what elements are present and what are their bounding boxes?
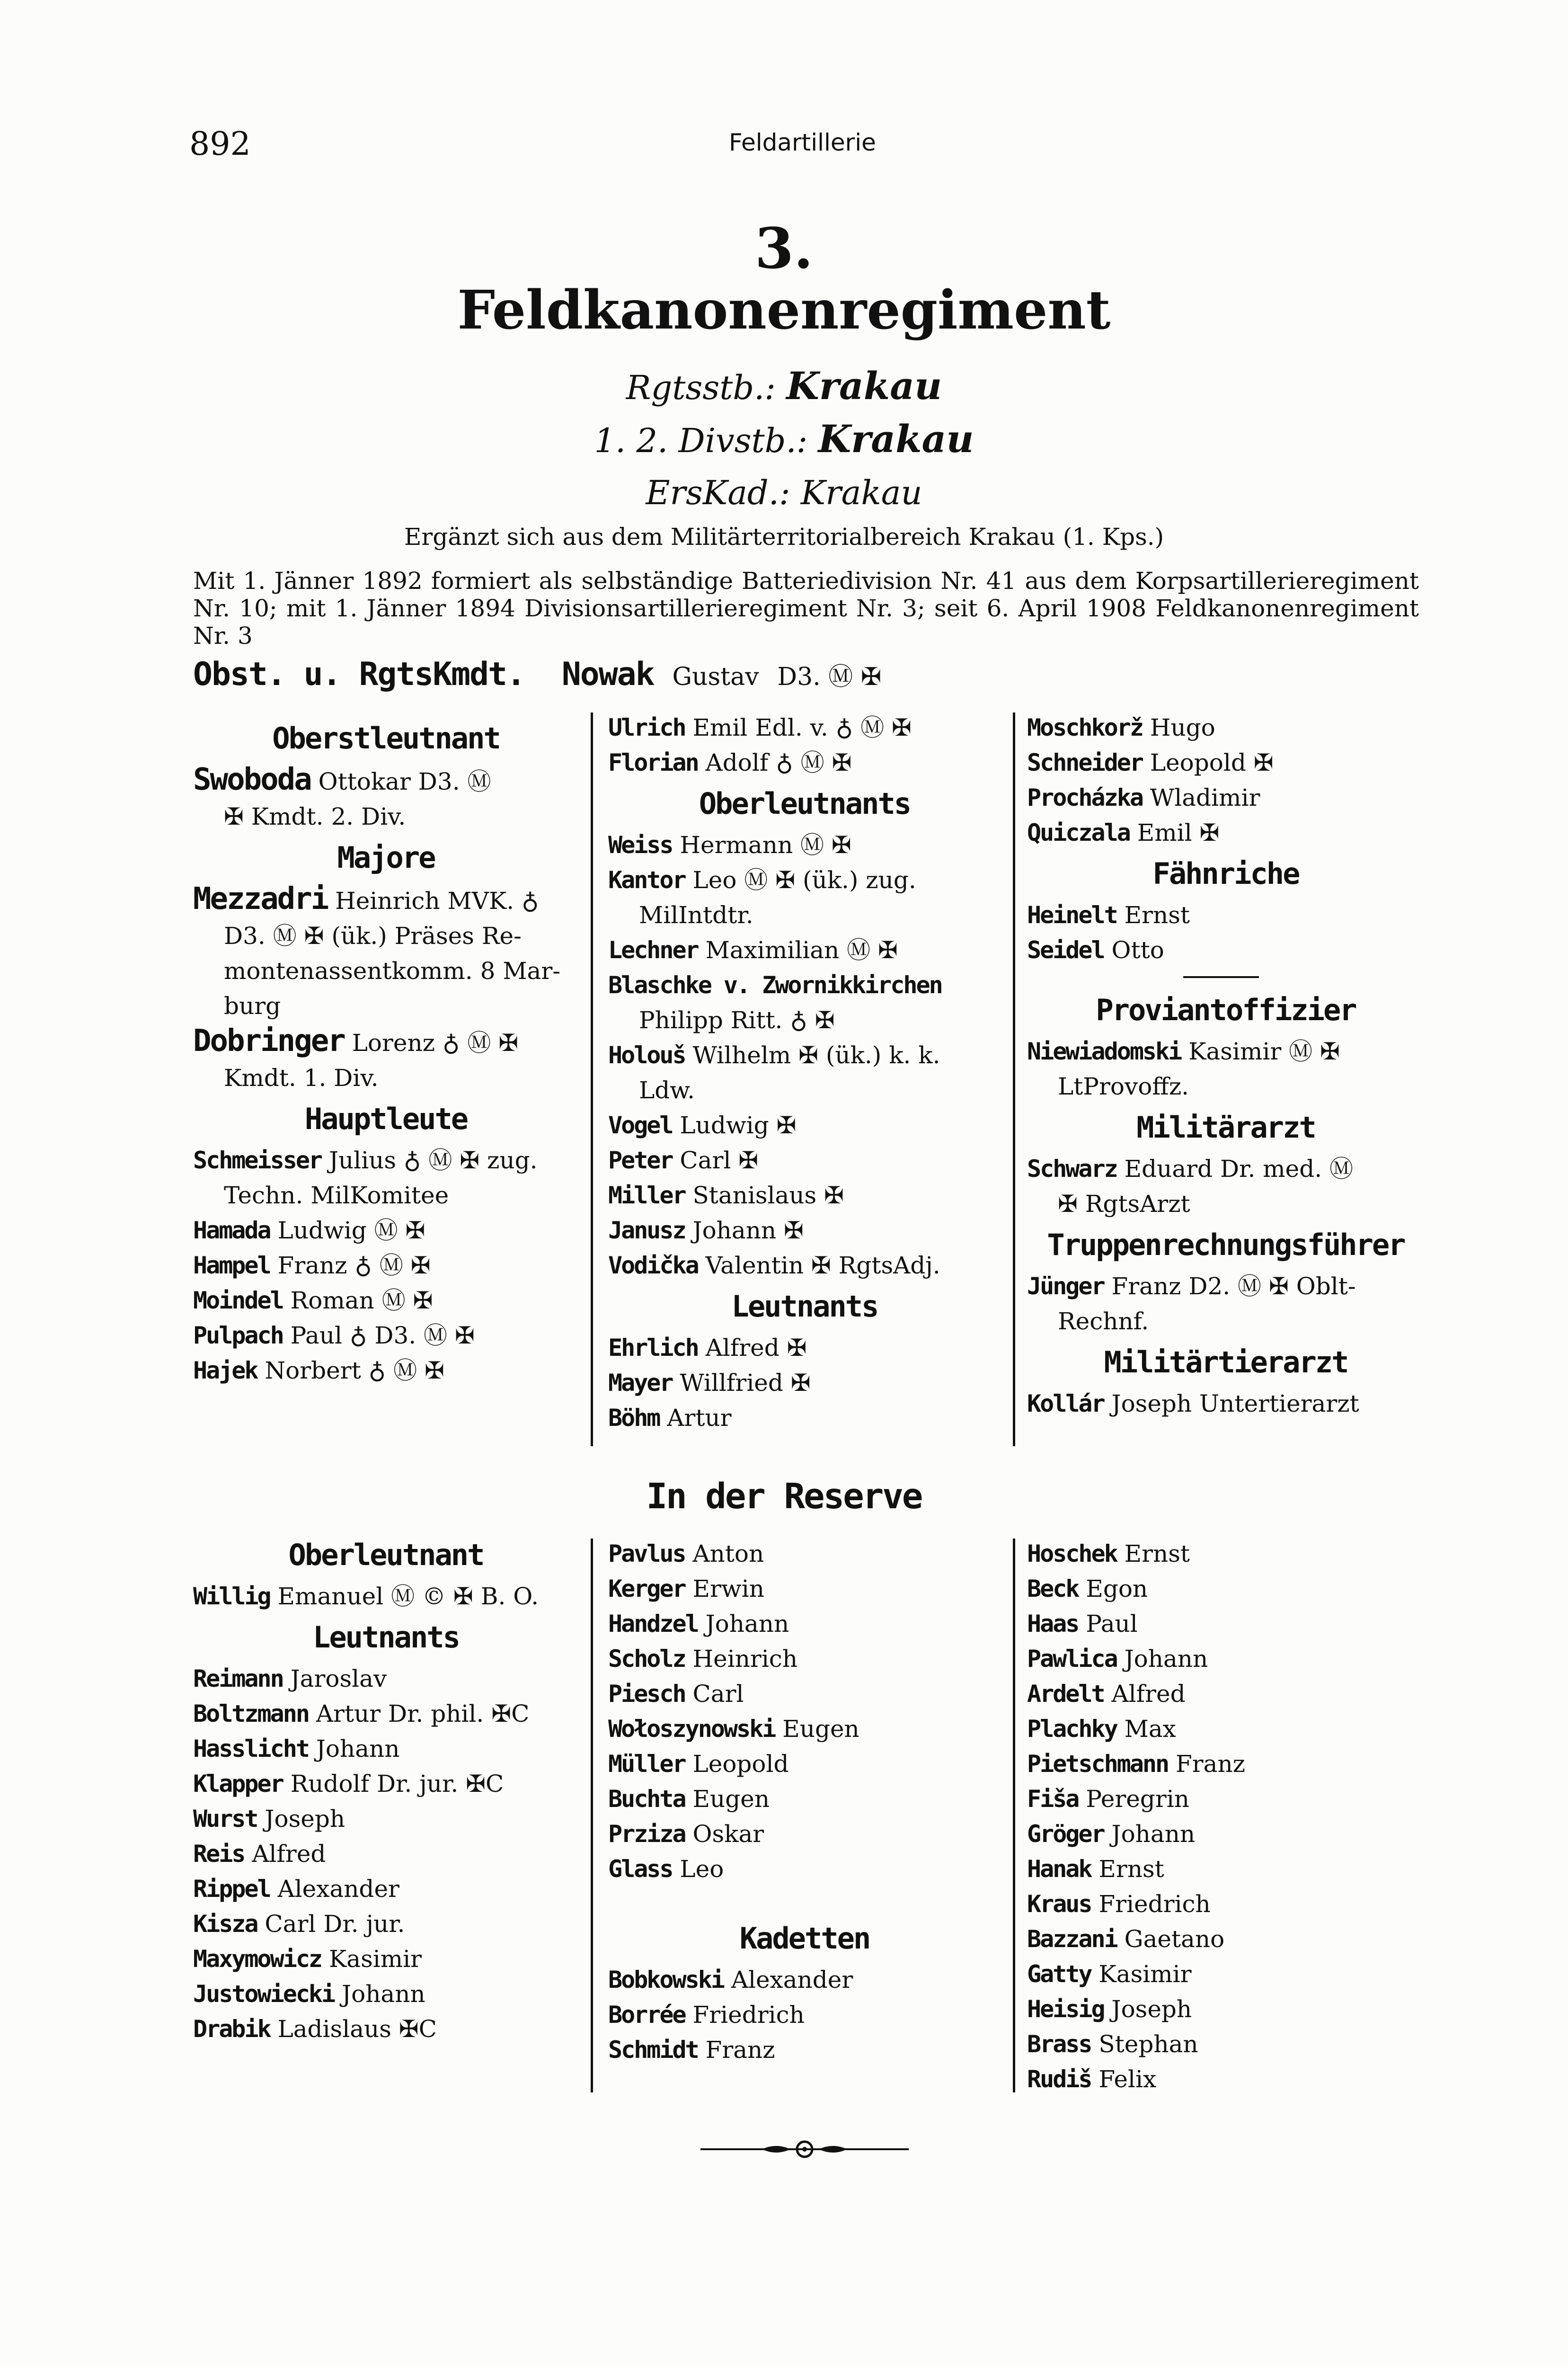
officer-details: Ernst <box>1124 901 1190 929</box>
regiment-history: Mit 1. Jänner 1892 formiert als selbständige Batteriedivision Nr. 41 aus dem Korpsartillerieregiment Nr. 10; mit 1. Jänner 1894 Divisionsartillerieregiment Nr. 3; seit 6. April 1908 Feldkanonenregiment Nr. 3 <box>193 567 1419 650</box>
officer-surname: Hoschek <box>1027 1540 1117 1567</box>
roster-entry <box>608 1213 1001 1248</box>
officer-details: Artur <box>667 1404 732 1432</box>
officer-surname: Ehrlich <box>608 1334 698 1361</box>
officer-details: Julius ♁ Ⓜ ✠ zug. <box>328 1147 538 1174</box>
officer-details: Erwin <box>692 1575 764 1602</box>
officer-surname: Willig <box>193 1583 270 1610</box>
roster-entry <box>608 710 1001 745</box>
officer-details: Wladimir <box>1150 784 1260 811</box>
roster-entry <box>608 1038 1001 1073</box>
officer-details: Egon <box>1086 1575 1148 1602</box>
roster-entry <box>1027 1816 1425 1851</box>
officer-surname: Böhm <box>608 1404 660 1432</box>
roster-entry <box>193 1213 579 1248</box>
officer-details: Ludwig Ⓜ ✠ <box>277 1217 425 1244</box>
officer-surname: Haas <box>1027 1610 1079 1637</box>
roster-entry <box>608 863 1001 898</box>
officer-surname: Moindel <box>193 1287 283 1314</box>
officer-surname: Scholz <box>608 1645 685 1673</box>
roster-entry <box>193 1318 579 1353</box>
commander-given: Gustav <box>672 663 759 691</box>
roster-entry <box>193 1696 579 1731</box>
officer-details: Joseph Untertierarzt <box>1111 1390 1359 1417</box>
roster-entry-continuation: Techn. MilKomitee <box>224 1182 449 1209</box>
officer-details: Otto <box>1111 936 1164 964</box>
roster-entry <box>1027 1571 1425 1606</box>
column-divider <box>1013 1539 1015 2092</box>
officer-details: Eduard Dr. med. Ⓜ <box>1124 1155 1354 1183</box>
officer-details: Johann <box>705 1610 789 1637</box>
officer-details: Franz <box>705 2036 775 2064</box>
officer-surname: Fiša <box>1027 1785 1079 1813</box>
reserve-column-2 <box>608 1536 1001 2067</box>
roster-entry <box>608 1781 1001 1816</box>
section-heading: Majore <box>337 840 435 875</box>
officer-surname: Mezzadri <box>193 881 328 917</box>
officer-details: Carl ✠ <box>680 1147 759 1174</box>
officer-surname: Pulpach <box>193 1322 283 1349</box>
officer-details: Emanuel Ⓜ © ✠ B. O. <box>277 1583 539 1610</box>
roster-entry <box>1027 1151 1425 1186</box>
roster-entry <box>193 1801 579 1836</box>
roster-entry <box>608 1400 1001 1435</box>
officer-details: Friedrich <box>692 2001 805 2029</box>
officer-surname: Hanak <box>1027 1855 1091 1883</box>
officer-surname: Holouš <box>608 1041 685 1069</box>
officer-surname: Hasslicht <box>193 1735 309 1762</box>
officer-details: Alexander <box>277 1875 399 1903</box>
officer-surname: Schmeisser <box>193 1147 322 1174</box>
station-divstb <box>0 417 1568 461</box>
regiment-commander <box>193 656 881 693</box>
roster-entry <box>608 1143 1001 1178</box>
officer-details: Max <box>1124 1715 1176 1743</box>
roster-entry <box>608 1330 1001 1365</box>
officer-details: Franz ♁ Ⓜ ✠ <box>277 1252 431 1279</box>
officer-details: Heinrich <box>692 1645 798 1673</box>
officer-surname: Niewiadomski <box>1027 1038 1181 1065</box>
officer-details: Leo Ⓜ ✠ (ük.) zug. <box>692 866 916 894</box>
roster-entry-continuation: Ldw. <box>639 1077 695 1104</box>
roster-entry <box>608 1676 1001 1711</box>
officer-details: Johann <box>316 1735 400 1762</box>
section-heading: Leutnants <box>313 1620 459 1655</box>
officer-surname: Procházka <box>1027 784 1143 811</box>
section-heading: Oberstleutnant <box>272 721 500 756</box>
roster-entry <box>193 1661 579 1696</box>
roster-entry <box>1027 1269 1425 1304</box>
officer-surname: Bobkowski <box>608 1966 724 1993</box>
officer-details: Eugen <box>692 1785 770 1813</box>
officer-details: Leopold <box>692 1750 789 1778</box>
active-column-3 <box>1027 710 1425 1421</box>
end-ornament-icon <box>700 2140 909 2159</box>
officer-surname: Gröger <box>1027 1820 1104 1848</box>
officer-surname: Glass <box>608 1855 673 1883</box>
officer-details: Carl <box>692 1680 744 1708</box>
commander-decorations: D3. Ⓜ ✠ <box>777 663 882 691</box>
roster-entry <box>1027 1922 1425 1957</box>
officer-surname: Dobringer <box>193 1023 345 1059</box>
officer-details: Heinrich MVK. ♁ <box>335 887 539 915</box>
roster-entry <box>608 1606 1001 1641</box>
officer-details: Wilhelm ✠ (ük.) k. k. <box>692 1041 940 1069</box>
officer-details: Ernst <box>1124 1540 1190 1567</box>
officer-surname: Rippel <box>193 1875 270 1903</box>
officer-details: Friedrich <box>1098 1890 1211 1918</box>
officer-surname: Beck <box>1027 1575 1079 1602</box>
officer-details: Ernst <box>1098 1855 1164 1883</box>
roster-entry-continuation: ✠ RgtsArzt <box>1058 1190 1190 1218</box>
officer-details: Ladislaus ✠C <box>277 2015 437 2043</box>
roster-entry <box>193 1836 579 1871</box>
officer-surname: Prziza <box>608 1820 685 1848</box>
officer-surname: Florian <box>608 749 698 776</box>
short-rule <box>1027 968 1425 987</box>
officer-details: Maximilian Ⓜ ✠ <box>705 936 898 964</box>
commander-rank: Obst. u. RgtsKmdt. <box>193 656 525 693</box>
roster-entry-continuation: Kmdt. 1. Div. <box>224 1064 379 1092</box>
officer-surname: Bazzani <box>1027 1925 1117 1953</box>
roster-entry <box>1027 933 1425 968</box>
officer-details: Oskar <box>692 1820 764 1848</box>
officer-surname: Buchta <box>608 1785 685 1813</box>
reserve-title: In der Reserve <box>646 1476 922 1517</box>
officer-surname: Handzel <box>608 1610 698 1637</box>
station-place: Krakau <box>800 473 922 512</box>
officer-details: Norbert ♁ Ⓜ ✠ <box>265 1357 444 1384</box>
officer-details: Stanislaus ✠ <box>692 1182 844 1209</box>
officer-surname: Vodička <box>608 1252 698 1279</box>
officer-surname: Lechner <box>608 936 698 964</box>
roster-entry <box>608 1816 1001 1851</box>
officer-surname: Swoboda <box>193 762 311 797</box>
roster-entry <box>193 1353 579 1388</box>
roster-entry <box>193 2011 579 2047</box>
officer-details: Peregrin <box>1086 1785 1189 1813</box>
officer-surname: Drabik <box>193 2015 270 2043</box>
officer-details: Valentin ✠ RgtsAdj. <box>705 1252 940 1279</box>
roster-entry <box>193 1143 579 1178</box>
officer-details: Hugo <box>1150 714 1215 741</box>
active-column-1 <box>193 715 579 1388</box>
roster-entry <box>608 2032 1001 2067</box>
officer-surname: Heisig <box>1027 1995 1104 2023</box>
roster-entry <box>1027 1746 1425 1781</box>
roster-entry <box>608 745 1001 780</box>
officer-surname: Seidel <box>1027 936 1104 964</box>
officer-surname: Hamada <box>193 1217 270 1244</box>
section-heading: Militärarzt <box>1136 1110 1315 1145</box>
officer-surname: Justowiecki <box>193 1980 335 2008</box>
roster-entry <box>608 933 1001 968</box>
section-heading: Leutnants <box>731 1289 878 1324</box>
recruitment-note: Ergänzt sich aus dem Militärterritorialbereich Krakau (1. Kps.) <box>404 523 1164 551</box>
officer-surname: Rudiš <box>1027 2065 1091 2093</box>
officer-surname: Borrée <box>608 2001 685 2029</box>
column-divider <box>591 1539 593 2092</box>
reserve-column-3 <box>1027 1536 1425 2097</box>
regiment-number: 3. <box>754 215 814 281</box>
roster-entry <box>608 1997 1001 2032</box>
section-heading: Oberleutnants <box>699 786 911 821</box>
officer-details: Jaroslav <box>290 1665 387 1692</box>
officer-details: Kasimir <box>328 1945 422 1973</box>
officer-details: Ottokar D3. Ⓜ <box>318 768 491 795</box>
officer-surname: Wołoszynowski <box>608 1715 775 1743</box>
roster-entry <box>608 1711 1001 1746</box>
roster-entry-continuation: burg <box>224 992 281 1020</box>
roster-entry <box>1027 745 1425 780</box>
officer-surname: Schneider <box>1027 749 1143 776</box>
officer-surname: Klapper <box>193 1770 283 1797</box>
officer-details: Leopold ✠ <box>1150 749 1274 776</box>
officer-details: Anton <box>692 1540 764 1567</box>
page-number: 892 <box>189 125 251 163</box>
commander-surname: Nowak <box>561 656 654 693</box>
officer-surname: Jünger <box>1027 1272 1104 1300</box>
roster-entry <box>1027 2062 1425 2097</box>
officer-surname: Vogel <box>608 1112 673 1139</box>
officer-surname: Schmidt <box>608 2036 698 2064</box>
roster-entry <box>1027 815 1425 850</box>
officer-details: Johann <box>1111 1820 1196 1848</box>
section-heading: Militärtierarzt <box>1104 1345 1348 1379</box>
officer-details: Johann <box>342 1980 425 2008</box>
officer-details: Willfried ✠ <box>680 1369 811 1397</box>
roster-entry <box>193 1579 579 1614</box>
officer-surname: Reimann <box>193 1665 283 1692</box>
officer-surname: Weiss <box>608 831 673 859</box>
roster-entry <box>1027 1676 1425 1711</box>
roster-entry <box>1027 1606 1425 1641</box>
roster-entry <box>608 1248 1001 1283</box>
officer-details: Rudolf Dr. jur. ✠C <box>290 1770 504 1797</box>
officer-details: Gaetano <box>1124 1925 1225 1953</box>
officer-surname: Boltzmann <box>193 1700 309 1727</box>
officer-surname: Plachky <box>1027 1715 1117 1743</box>
roster-entry <box>608 1365 1001 1400</box>
regiment-title: Feldkanonenregiment <box>457 279 1111 341</box>
officer-surname: Ardelt <box>1027 1680 1104 1708</box>
roster-entry <box>608 1746 1001 1781</box>
roster-entry <box>608 1571 1001 1606</box>
roster-entry-continuation: ✠ Kmdt. 2. Div. <box>224 803 406 830</box>
officer-details: Artur Dr. phil. ✠C <box>316 1700 530 1727</box>
officer-details: Adolf ♁ Ⓜ ✠ <box>705 749 852 776</box>
officer-surname: Hajek <box>193 1357 257 1384</box>
officer-surname: Schwarz <box>1027 1155 1117 1183</box>
roster-entry <box>193 1976 579 2011</box>
officer-surname: Hampel <box>193 1252 270 1279</box>
roster-entry <box>1027 1781 1425 1816</box>
station-label: 1. 2. Divstb.: <box>594 421 808 460</box>
roster-entry <box>1027 898 1425 933</box>
roster-entry-continuation: Philipp Ritt. ♁ ✠ <box>639 1006 835 1034</box>
officer-details: Leo <box>680 1855 724 1883</box>
officer-details: Emil Edl. v. ♁ Ⓜ ✠ <box>692 714 912 741</box>
officer-surname: Moschkorž <box>1027 714 1143 741</box>
officer-details: Alfred <box>1111 1680 1186 1708</box>
roster-entry <box>608 1536 1001 1571</box>
officer-surname: Quiczala <box>1027 819 1130 846</box>
officer-surname: Pawlica <box>1027 1645 1117 1673</box>
column-divider <box>591 712 593 1446</box>
officer-surname: Brass <box>1027 2030 1091 2058</box>
section-heading: Proviantoffizier <box>1096 993 1356 1027</box>
active-column-2 <box>608 710 1001 1435</box>
officer-details: Alfred ✠ <box>705 1334 807 1361</box>
officer-details: Joseph <box>1111 1995 1192 2023</box>
officer-details: Alfred <box>252 1840 326 1868</box>
officer-surname: Kisza <box>193 1910 257 1938</box>
running-title: Feldartillerie <box>729 129 876 156</box>
roster-entry <box>193 1731 579 1766</box>
roster-entry <box>1027 2027 1425 2062</box>
roster-entry <box>193 881 579 918</box>
station-place: Krakau <box>818 417 974 461</box>
officer-surname: Reis <box>193 1840 245 1868</box>
rule-line <box>1183 976 1259 978</box>
officer-surname: Kraus <box>1027 1890 1091 1918</box>
roster-entry <box>1027 1536 1425 1571</box>
officer-details: Kasimir <box>1098 1960 1192 1988</box>
roster-entry <box>193 1941 579 1976</box>
roster-entry <box>193 762 579 799</box>
officer-details: Hermann Ⓜ ✠ <box>680 831 851 859</box>
officer-details: Stephan <box>1098 2030 1198 2058</box>
station-erskad <box>0 473 1568 512</box>
roster-entry <box>608 828 1001 863</box>
roster-entry <box>193 1283 579 1318</box>
column-divider <box>1013 712 1015 1446</box>
officer-surname: Gatty <box>1027 1960 1091 1988</box>
officer-details: Alexander <box>731 1966 853 1993</box>
roster-entry <box>193 1023 579 1060</box>
officer-surname: Wurst <box>193 1805 257 1833</box>
officer-surname: Mayer <box>608 1369 673 1397</box>
roster-entry <box>1027 1886 1425 1922</box>
station-place: Krakau <box>786 364 942 408</box>
roster-entry <box>1027 1711 1425 1746</box>
officer-surname: Heinelt <box>1027 901 1117 929</box>
officer-surname: Miller <box>608 1182 685 1209</box>
officer-details: Johann ✠ <box>692 1217 804 1244</box>
officer-details: Ludwig ✠ <box>680 1112 797 1139</box>
officer-details: Eugen <box>782 1715 859 1743</box>
roster-entry-continuation: Rechnf. <box>1058 1308 1149 1335</box>
officer-details: Joseph <box>265 1805 345 1833</box>
officer-details: Emil ✠ <box>1137 819 1220 846</box>
roster-entry <box>608 1962 1001 1997</box>
officer-surname: Kantor <box>608 866 685 894</box>
roster-entry <box>608 1641 1001 1676</box>
roster-entry <box>1027 1034 1425 1069</box>
officer-surname: Pavlus <box>608 1540 685 1567</box>
roster-entry <box>1027 710 1425 745</box>
section-heading: Hauptleute <box>304 1102 468 1136</box>
officer-details: Lorenz ♁ Ⓜ ✠ <box>352 1029 519 1057</box>
station-label: Rgtsstb.: <box>626 368 776 407</box>
officer-surname: Ulrich <box>608 714 685 741</box>
officer-surname: Pietschmann <box>1027 1750 1169 1778</box>
spacer <box>608 1886 1001 1915</box>
officer-surname: Piesch <box>608 1680 685 1708</box>
officer-surname: Kollár <box>1027 1390 1104 1417</box>
roster-entry <box>193 1248 579 1283</box>
roster-entry <box>1027 1992 1425 2027</box>
roster-entry-continuation: montenassentkomm. 8 Mar- <box>224 957 561 985</box>
roster-entry <box>608 1178 1001 1213</box>
roster-entry <box>1027 1957 1425 1992</box>
officer-surname: Janusz <box>608 1217 685 1244</box>
section-heading: Fähnriche <box>1152 856 1299 891</box>
roster-entry <box>193 1906 579 1941</box>
officer-details: Felix <box>1098 2065 1157 2093</box>
roster-entry-continuation: D3. Ⓜ ✠ (ük.) Präses Re- <box>224 922 522 950</box>
roster-entry-continuation: MilIntdtr. <box>639 901 753 929</box>
officer-details: Franz D2. Ⓜ ✠ Oblt- <box>1111 1272 1356 1300</box>
officer-details: Roman Ⓜ ✠ <box>290 1287 433 1314</box>
officer-details: Carl Dr. jur. <box>265 1910 405 1938</box>
officer-details: Paul ♁ D3. Ⓜ ✠ <box>290 1322 475 1349</box>
roster-entry <box>608 1851 1001 1886</box>
station-rgtsstb <box>0 364 1568 408</box>
officer-surname: Peter <box>608 1147 673 1174</box>
section-heading: Oberleutnant <box>288 1538 484 1572</box>
officer-surname: Maxymowicz <box>193 1945 322 1973</box>
officer-surname: Müller <box>608 1750 685 1778</box>
reserve-column-1 <box>193 1531 579 2047</box>
officer-surname: Blaschke v. Zwornikkirchen <box>608 971 942 999</box>
station-label: ErsKad.: <box>646 473 790 512</box>
officer-details: Franz <box>1176 1750 1245 1778</box>
officer-details: Kasimir Ⓜ ✠ <box>1188 1038 1340 1065</box>
roster-entry <box>1027 1851 1425 1886</box>
roster-entry-continuation: LtProvoffz. <box>1058 1073 1189 1100</box>
officer-surname: Kerger <box>608 1575 685 1602</box>
roster-entry <box>1027 1641 1425 1676</box>
roster-entry <box>193 1871 579 1906</box>
roster-entry <box>1027 780 1425 815</box>
roster-entry <box>608 968 1001 1003</box>
officer-details: Johann <box>1124 1645 1208 1673</box>
section-heading: Kadetten <box>739 1921 870 1956</box>
officer-details: Paul <box>1086 1610 1138 1637</box>
section-heading: Truppenrechnungsführer <box>1047 1228 1405 1262</box>
roster-entry <box>193 1766 579 1801</box>
roster-entry <box>608 1108 1001 1143</box>
roster-entry <box>1027 1386 1425 1421</box>
